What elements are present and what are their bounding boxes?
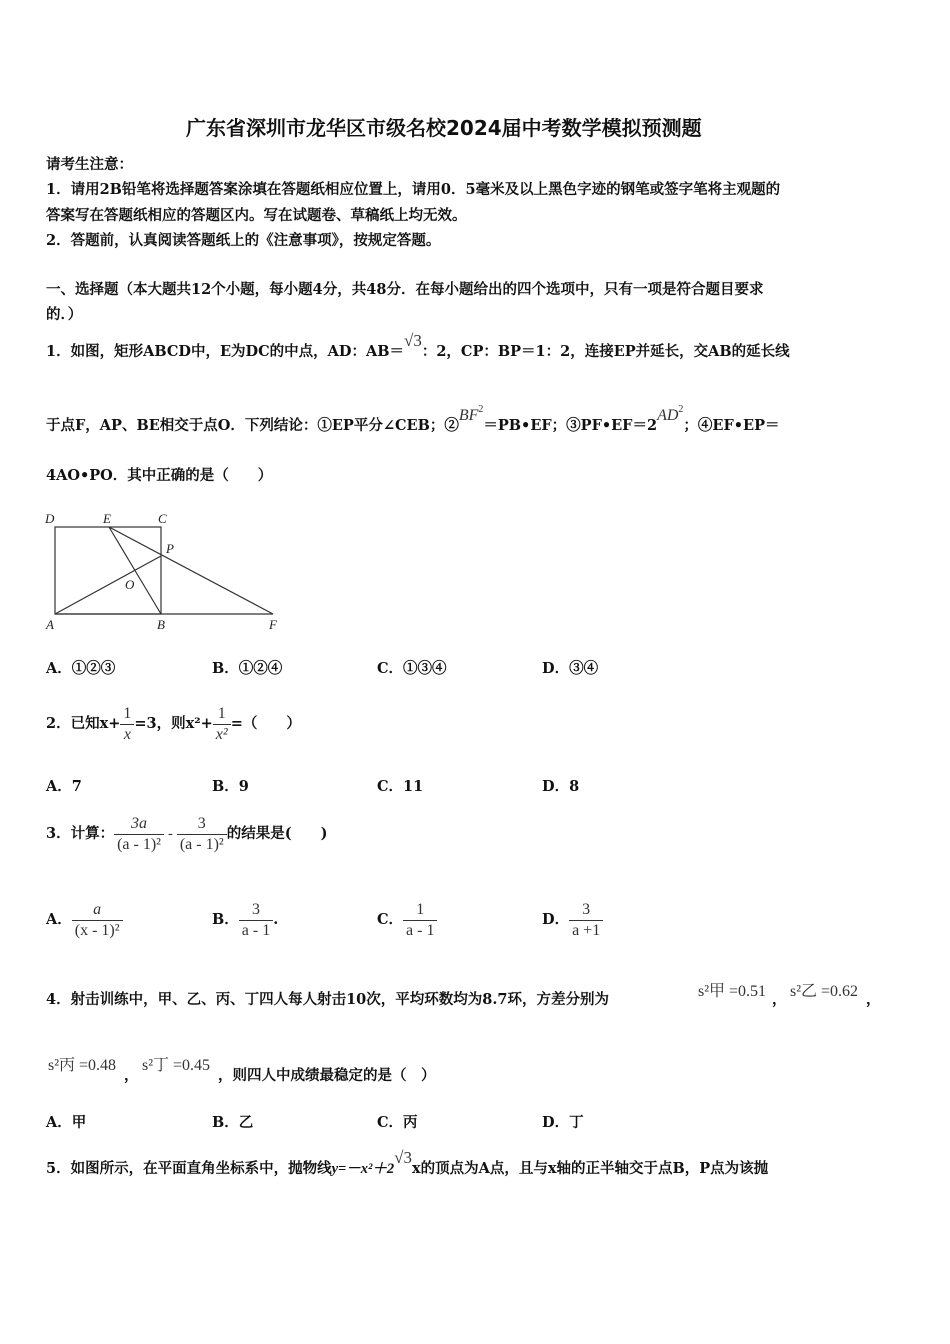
q3-option-c-den: a - 1 (403, 920, 437, 941)
q3-option-a-fraction (72, 900, 123, 941)
q3-option-c-num: 1 (416, 900, 425, 918)
q1-bf-exp: 2 (478, 404, 484, 415)
q3-option-b-den: a - 1 (239, 920, 273, 941)
q3-option-b[interactable] (212, 890, 278, 950)
notice-heading: 请考生注意： (46, 156, 133, 173)
question-1-line-3: 4AO•PO．其中正确的是（ ） (46, 467, 273, 484)
q1-option-c[interactable]: C．①③④ (377, 660, 447, 677)
q4-variance-ding: s²丁 =0.45 (142, 1057, 211, 1074)
q1-text-c: 于点F，AP、BE相交于点O．下列结论：①EP平分∠CEB；② (46, 417, 459, 434)
rectangle-abcd (55, 527, 161, 614)
q3-frac1-den: (a - 1)² (114, 834, 164, 855)
q3-option-d-fraction (569, 900, 603, 941)
q2-option-c[interactable]: C．11 (377, 778, 424, 795)
q2-frac1-num: 1 (123, 704, 132, 722)
q1-option-b[interactable]: B．①②④ (212, 660, 283, 677)
label-c: C (158, 511, 167, 526)
q3-frac2-den: (a - 1)² (177, 834, 227, 855)
q2-frac2-num: 1 (217, 704, 226, 722)
q4-comma-3: ， (124, 1067, 139, 1084)
q2-option-b[interactable]: B．9 (212, 778, 249, 795)
q1-text-e: ；④EF•EP＝ (683, 417, 780, 434)
section-heading-line-1: 一、选择题（本大题共12个小题，每小题4分，共48分．在每小题给出的四个选项中，只有一项是符合题目要求 (46, 281, 764, 298)
q3-option-d[interactable] (542, 890, 603, 950)
q3-option-c[interactable] (377, 890, 437, 950)
segment-ap (55, 556, 161, 614)
q3-option-c-fraction (403, 900, 437, 941)
q2-fraction-2 (213, 704, 231, 745)
q3-fraction-1 (114, 814, 164, 855)
q1-option-a[interactable]: A．①②③ (46, 660, 116, 677)
question-5-line-1 (46, 1148, 769, 1178)
q3-option-a[interactable] (46, 890, 123, 950)
q3-option-c-label: C． (377, 911, 404, 928)
q3-option-d-label: D． (542, 911, 570, 928)
q2-mid: =3，则x²+ (134, 715, 213, 732)
q3-fraction-2 (177, 814, 227, 855)
q1-text-a: 1．如图，矩形ABCD中，E为DC的中点，AD：AB＝ (46, 343, 404, 360)
q4-variance-bing: s²丙 =0.48 (48, 1057, 117, 1074)
q3-option-b-label: B． (212, 911, 239, 928)
q3-option-b-dot: . (273, 911, 279, 928)
label-o: O (125, 577, 135, 592)
q3-option-b-fraction (239, 900, 273, 941)
label-p: P (166, 541, 174, 556)
q4-option-b[interactable]: B．乙 (212, 1114, 254, 1131)
q4-text: 4．射击训练中，甲、乙、丙、丁四人每人射击10次，平均环数均为8.7环，方差分别为 (46, 991, 609, 1008)
q2-option-a[interactable]: A．7 (46, 778, 82, 795)
label-b: B (157, 617, 165, 632)
q4-option-d[interactable]: D．丁 (542, 1114, 584, 1131)
q5-text-a: 5．如图所示，在平面直角坐标系中，抛物线 (46, 1160, 332, 1177)
q3-option-a-label: A． (46, 911, 72, 928)
q3-option-d-den: a +1 (569, 920, 603, 941)
q1-ad-exp: 2 (678, 404, 684, 415)
q4-comma-2: ， (866, 991, 881, 1008)
q4-variance-yi: s²乙 =0.62 (790, 983, 859, 1000)
label-e: E (103, 511, 111, 526)
q4-comma-1: ， (772, 991, 787, 1008)
q4-variance-jia: s²甲 =0.51 (698, 983, 767, 1000)
notice-item-1-line-2: 答案写在答题纸相应的答题区内。写在试题卷、草稿纸上均无效。 (46, 207, 467, 224)
label-a: A (46, 617, 54, 632)
question-4-line-1 (46, 988, 609, 1009)
q3-suffix: 的结果是( ) (226, 825, 328, 842)
q3-option-a-den: (x - 1)² (72, 920, 123, 941)
q3-minus: - (167, 826, 173, 842)
page-title: 广东省深圳市龙华区市级名校2024届中考数学模拟预测题 (186, 116, 702, 140)
question-1-line-2 (46, 404, 780, 435)
q1-bf: BF (458, 407, 479, 424)
notice-item-2: 2．答题前，认真阅读答题纸上的《注意事项》，按规定答题。 (46, 232, 441, 249)
question-3 (46, 804, 327, 864)
q5-sqrt3: √3 (394, 1148, 412, 1167)
q3-frac1-num: 3a (131, 814, 148, 832)
q3-prefix: 3．计算： (46, 825, 115, 842)
q4-option-a[interactable]: A．甲 (46, 1114, 87, 1131)
q3-frac2-num: 3 (197, 814, 206, 832)
q2-suffix: =（ ） (230, 715, 301, 732)
question-2 (46, 694, 301, 754)
q3-option-b-num: 3 (251, 900, 260, 918)
q1-text-b: ：2，CP：BP＝1：2，连接EP并延长，交AB的延长线 (421, 343, 790, 360)
q2-frac2-den: x² (213, 724, 231, 745)
q1-sqrt3: √3 (403, 331, 422, 350)
label-d: D (45, 511, 55, 526)
q4-option-c[interactable]: C．丙 (377, 1114, 418, 1131)
question-1-line-1 (46, 331, 790, 361)
q2-prefix: 2．已知x+ (46, 715, 121, 732)
q3-option-d-num: 3 (582, 900, 591, 918)
q4-line-2-suffix: ，则四人中成绩最稳定的是（ ） (218, 1067, 436, 1084)
q2-fraction-1 (120, 704, 134, 745)
q2-option-d[interactable]: D．8 (542, 778, 580, 795)
section-heading-line-2: 的．） (46, 306, 83, 323)
q3-option-a-num: a (93, 900, 102, 918)
q5-text-b: x的顶点为A点，且与x轴的正半轴交于点B，P点为该抛 (411, 1160, 769, 1177)
q1-figure (40, 508, 290, 636)
label-f: F (269, 617, 277, 632)
q5-equation: y=－x²＋2 (331, 1161, 395, 1177)
q1-text-d: ＝PB•EF；③PF•EF＝2 (483, 417, 658, 434)
notice-item-1-line-1: 1．请用2B铅笔将选择题答案涂填在答题纸相应位置上，请用0．5毫米及以上黑色字迹的钢笔或签字笔将主观题的 (46, 181, 781, 198)
q1-option-d[interactable]: D．③④ (542, 660, 599, 677)
q2-frac1-den: x (120, 724, 134, 745)
q1-ad: AD (657, 407, 679, 424)
